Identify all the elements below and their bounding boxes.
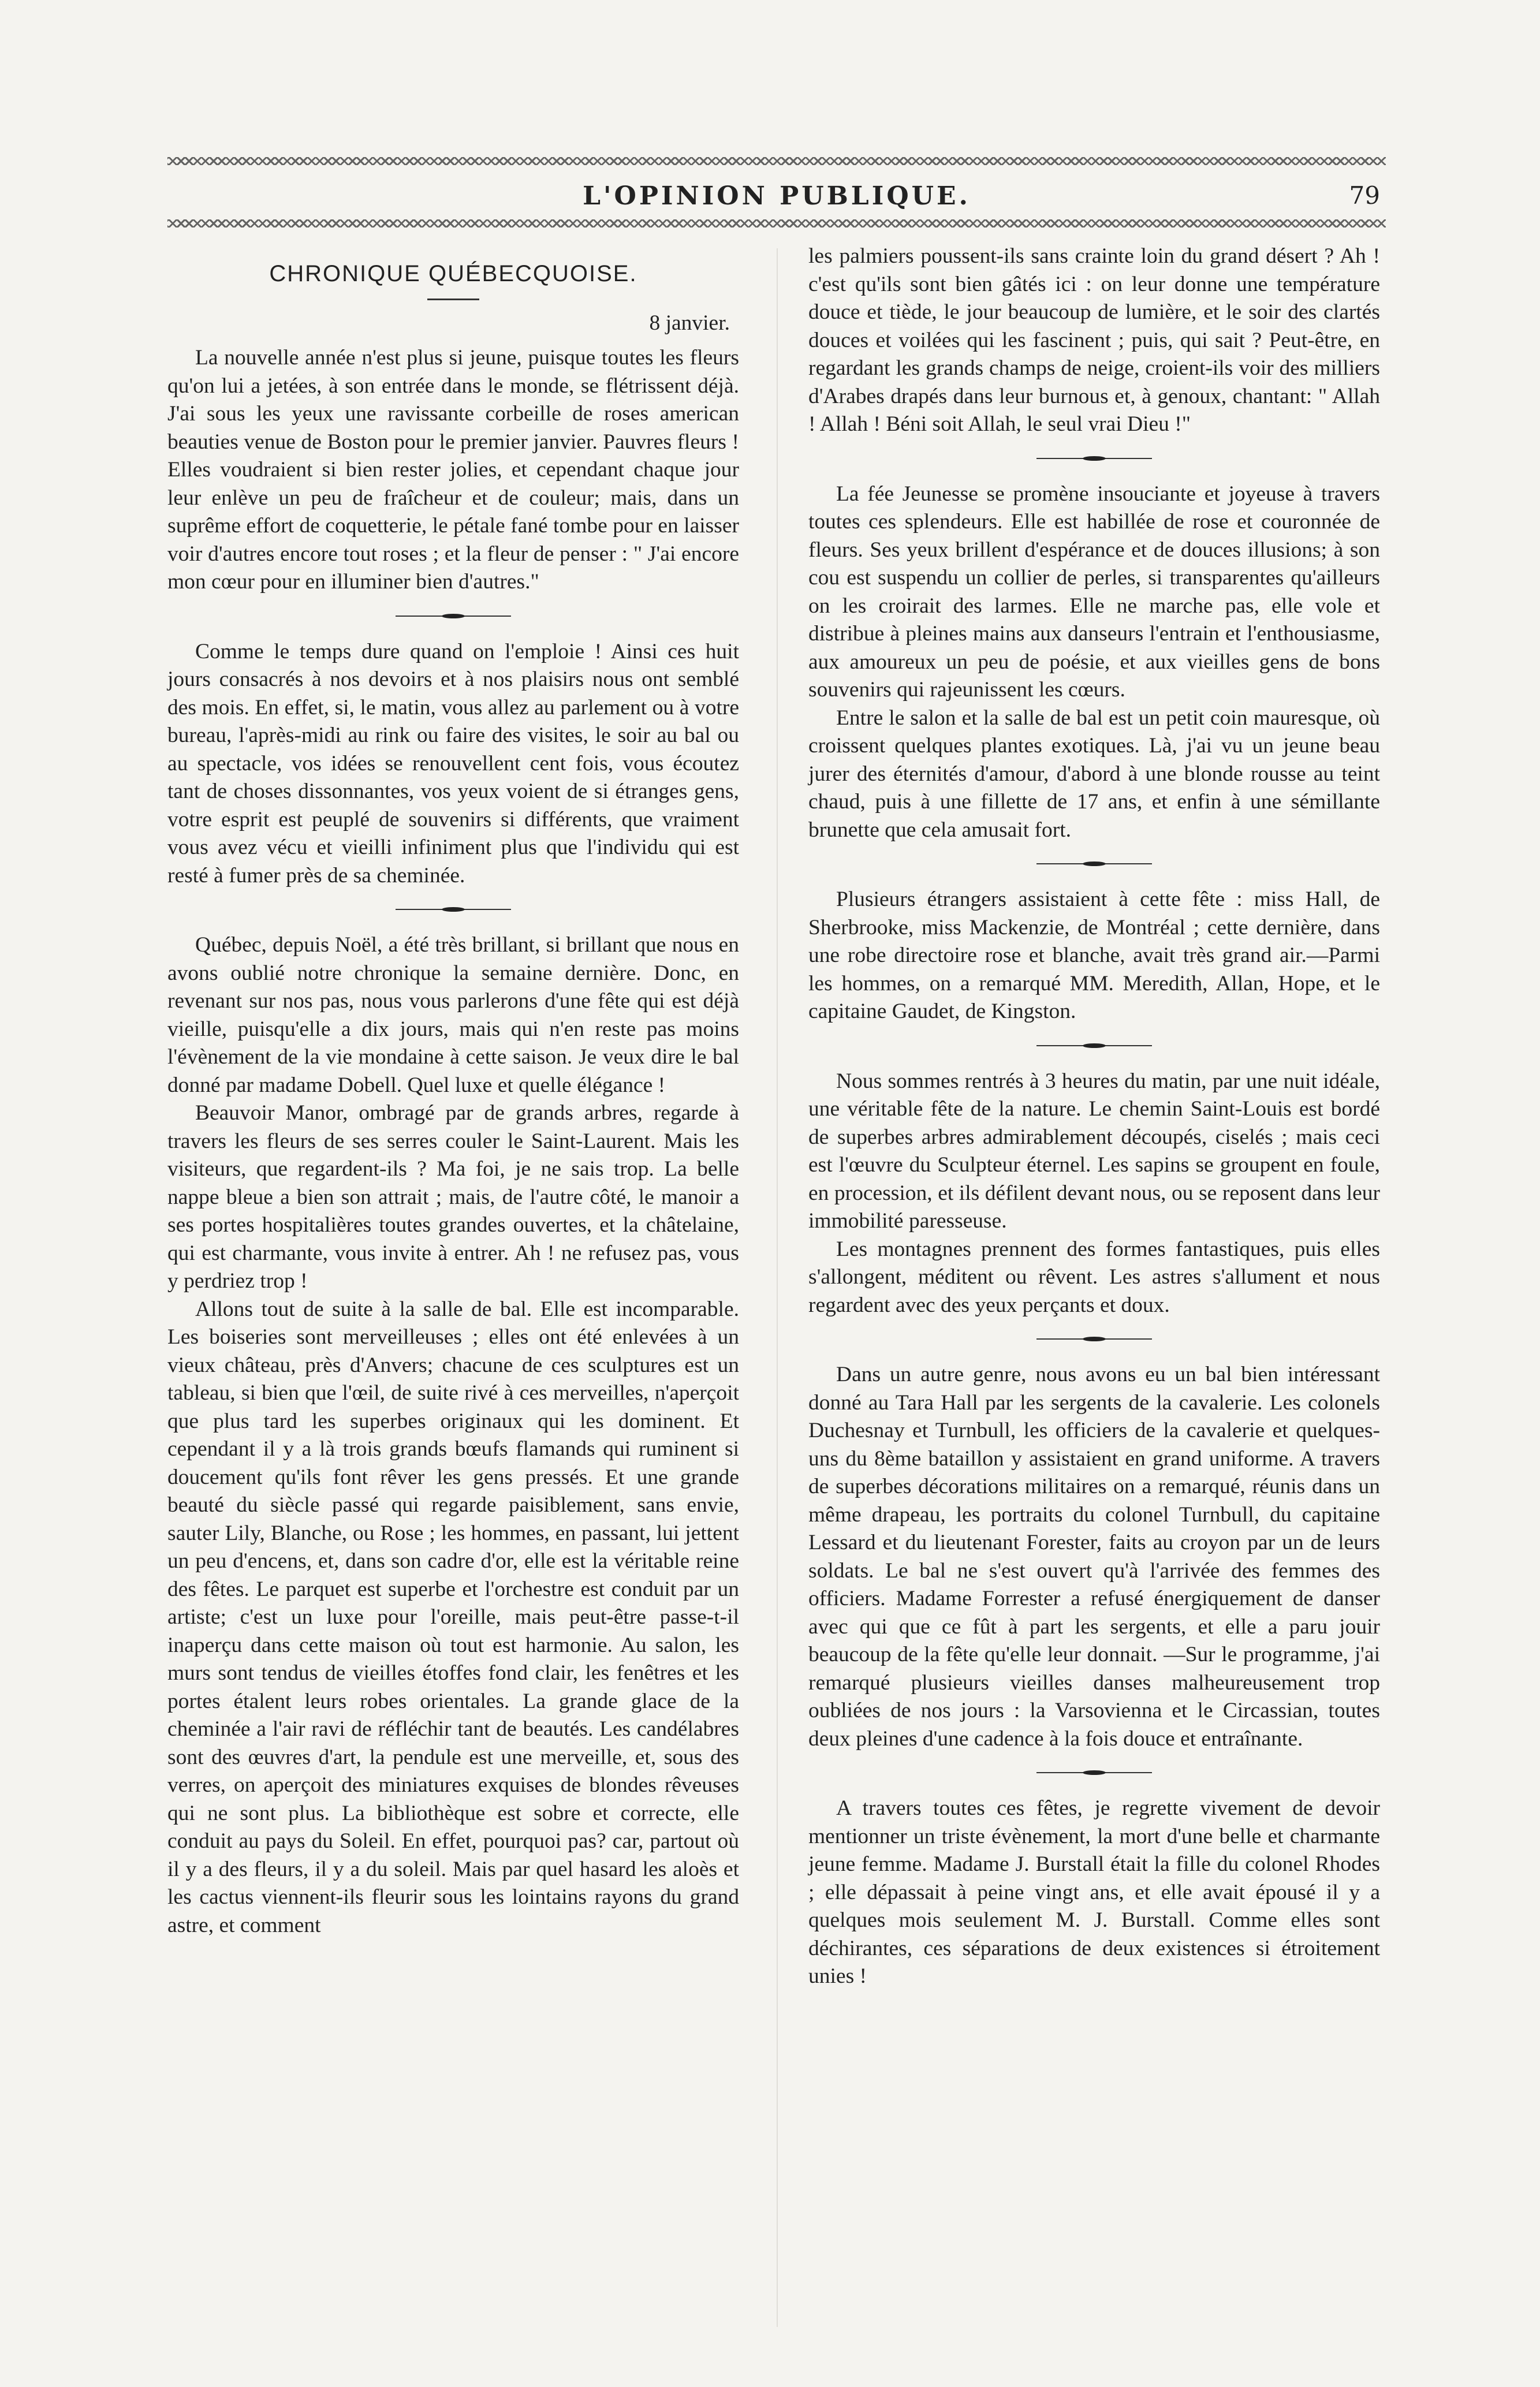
section-separator: [1036, 456, 1152, 461]
section-separator: [396, 614, 511, 618]
paragraph: Nous sommes rentrés à 3 heures du matin, par une nuit idéale, une véritable fête de la nature. Le chemin Saint-Louis est bordé de superbes arbres admirablement découpés, ciselés ; mais ceci est l'œuvre du Sculpteur éternel. Les sapins se groupent en foule, en procession, et ils défilent devant nous, ou se reposent dans leur immobilité paresseuse.: [808, 1069, 1380, 1233]
paragraph: Dans un autre genre, nous avons eu un bal bien intéressant donné au Tara Hall par les sergents de la cavalerie. Les colonels Duchesnay et Turnbull, les officiers de la cavalerie et quelques-uns du 8ème bataillon y assistaient en grand uniforme. A travers de superbes décorations militaires on a remarqué, réunis dans un même drapeau, les portraits du colonel Turnbull, du capitaine Lessard et du lieutenant Forester, faits au croyon par un de leurs soldats. Le bal ne s'est ouvert qu'à l'arrivée des femmes des officiers. Madame Forrester a refusé énergiquement de danser avec qui que ce fût à part les sergents, et elle a paru jouir beaucoup de la fête qu'elle leur donnait. —Sur le programme, j'ai remarqué plusieurs vieilles danses malheureusement trop oubliées de nos jours : la Varsovienna et le Circassian, toutes deux pleines d'une cadence à la fois douce et entraînante.: [808, 1363, 1380, 1751]
paragraph: Entre le salon et la salle de bal est un petit coin mauresque, où croissent quelques plantes exotiques. Là, j'ai vu un jeune beau jurer des éternités d'amour, d'abord à une blonde rousse au teint chaud, puis à une fillette de 17 ans, et enfin à une sémillante brunette que cela amusait fort.: [808, 706, 1380, 842]
paragraph: les palmiers poussent-ils sans crainte loin du grand désert ? Ah ! c'est qu'ils sont bien gâtés ici : on leur donne une température douce et tiède, le jour beaucoup de lumière, et le soir des clartés douces et voilées qui les fascinent ; puis, qui sait ? Peut-être, en regardant les grands champs de neige, croient-ils voir des milliers d'Arabes drapés dans leur burnous et, à genoux, chantant: " Allah ! Allah ! Béni soit Allah, le seul vrai Dieu !": [808, 244, 1380, 436]
right-column: [808, 243, 1380, 1991]
bottom-decorative-border: [167, 219, 1386, 227]
section-separator: [396, 907, 511, 912]
section-separator: [1036, 1770, 1152, 1775]
paragraph: Plusieurs étrangers assistaient à cette fête : miss Hall, de Sherbrooke, miss Mackenzie, de Montréal ; cette dernière, dans une robe directoire rose et blanche, avait très grand air.—Parmi les hommes, on a remarqué MM. Meredith, Allan, Hope, et le capitaine Gaudet, de Kingston.: [808, 887, 1380, 1023]
paragraph: Comme le temps dure quand on l'emploie ! Ainsi ces huit jours consacrés à nos devoirs et à nos plaisirs nous ont semblé des mois. En effet, si, le matin, vous allez au parlement ou à votre bureau, l'après-midi au rink ou faire des visites, le soir au bal ou au spectacle, vos idées se renouvellent cent fois, vous écoutez tant de choses dissonnantes, vos yeux voient de si étranges gens, votre esprit est peuplé de souvenirs si différents, que vraiment vous avez vécu et vieilli infiniment plus que l'individu qui est resté à fumer près de sa cheminée.: [167, 639, 739, 887]
journal-title: L'OPINION PUBLIQUE.: [583, 181, 971, 211]
paragraph: La nouvelle année n'est plus si jeune, puisque toutes les fleurs qu'on lui a jetées, à son entrée dans le monde, se flétrissent déjà. J'ai sous les yeux une ravissante corbeille de roses american beauties venue de Boston pour le premier janvier. Pauvres fleurs ! Elles voudraient si bien rester jolies, et cependant chaque jour leur enlève un peu de fraîcheur et de couleur; mais, dans un suprême effort de coquetterie, le pétale fané tombe pour en laisser voir d'autres encore tout roses ; et la fleur de penser : " J'ai encore mon cœur pour en illuminer bien d'autres.": [167, 346, 739, 594]
paragraph: A travers toutes ces fêtes, je regrette vivement de devoir mentionner un triste évènement, la mort d'une belle et charmante jeune femme. Madame J. Burstall était la fille du colonel Rhodes ; elle dépassait à peine vingt ans, et elle avait épousé il y a quelques mois seulement M. J. Burstall. Comme elles sont déchirantes, ces séparations de deux existences si étroitement unies !: [808, 1796, 1380, 1988]
section-separator: [1036, 1337, 1152, 1341]
page-header: [167, 173, 1386, 214]
article-title: CHRONIQUE QUÉBECQUOISE.: [269, 261, 637, 286]
paragraph: Québec, depuis Noël, a été très brillant, si brillant que nous en avons oublié notre chronique la semaine dernière. Donc, en revenant sur nos pas, nous vous parlerons d'une fête qui est déjà vieille, puisqu'elle a dix jours, mais qui n'en reste pas moins l'évènement de la vie mondaine à cette saison. Je veux dire le bal donné par madame Dobell. Quel luxe et quelle élégance !: [167, 933, 739, 1097]
paragraph: Beauvoir Manor, ombragé par de grands arbres, regarde à travers les fleurs de ses serres couler le Saint-Laurent. Mais les visiteurs, que regardent-ils ? Ma foi, je ne sais trop. La belle nappe bleue a bien son attrait ; mais, de l'autre côté, le manoir a ses portes hospitalières toutes grandes ouvertes, et la châtelaine, qui est charmante, vous invite à entrer. Ah ! ne refusez pas, vous y perdriez trop !: [167, 1101, 739, 1293]
paragraph: La fée Jeunesse se promène insouciante et joyeuse à travers toutes ces splendeurs. Elle est habillée de rose et couronnée de fleurs. Ses yeux brillent d'espérance et de douces illusions; à son cou est suspendu un collier de perles, si transparentes qu'ailleurs on les croirait des larmes. Elle ne marche pas, elle vole et distribue à pleines mains aux danseurs l'entrain et l'enthousiasme, aux amoureux un peu de poésie, et aux vieilles gens de bons souvenirs qui rajeunissent les cœurs.: [808, 482, 1380, 702]
paragraph: Les montagnes prennent des formes fantastiques, puis elles s'allongent, méditent ou rêvent. Les astres s'allument et nous regardent avec des yeux perçants et doux.: [808, 1237, 1380, 1317]
section-separator: [1036, 1043, 1152, 1048]
page-number: 79: [1349, 181, 1380, 210]
column-divider: [777, 248, 778, 2327]
top-decorative-border: [167, 157, 1386, 165]
section-separator: [1036, 861, 1152, 866]
paragraph: Allons tout de suite à la salle de bal. Elle est incomparable. Les boiseries sont merveilleuses ; elles ont été enlevées à un vieux château, près d'Anvers; chacune de ces sculptures est un tableau, si bien que l'œil, de suite rivé à ces merveilles, n'aperçoit que plus tard les superbes originaux qui les dominent. Et cependant il y a là trois grands bœufs flamands qui ruminent si doucement qu'ils font rêver les gens pressés. Et une grande beauté du siècle passé qui regarde paisiblement, sans envie, sauter Lily, Blanche, ou Rose ; les hommes, en passant, lui jettent un peu d'encens, et, dans son cadre d'or, elle est la véritable reine des fêtes. Le parquet est superbe et l'orchestre est conduit par un artiste; c'est un luxe pour l'oreille, mais peut-être passe-t-il inaperçu dans cette maison où tout est harmonie. Au salon, les murs sont tendus de vieilles étoffes fond clair, les fenêtres et les portes étalent leurs robes orientales. La grande glace de la cheminée a l'air ravi de réfléchir tant de beautés. Les candélabres sont des œuvres d'art, la pendule est une merveille, et, sous des verres, on aperçoit des miniatures exquises de blondes rêveuses qui ne sont plus. La bibliothèque est sobre et correcte, elle conduit au pays du Soleil. En effet, pourquoi pas? car, partout où il y a des fleurs, il y a du soleil. Mais par quel hasard les aloès et les cactus viennent-ils fleurir sous les lointains rayons du grand astre, et comment: [167, 1297, 739, 1937]
left-column: [167, 243, 739, 1940]
title-dash: [427, 299, 479, 300]
article-date: 8 janvier.: [649, 311, 730, 335]
